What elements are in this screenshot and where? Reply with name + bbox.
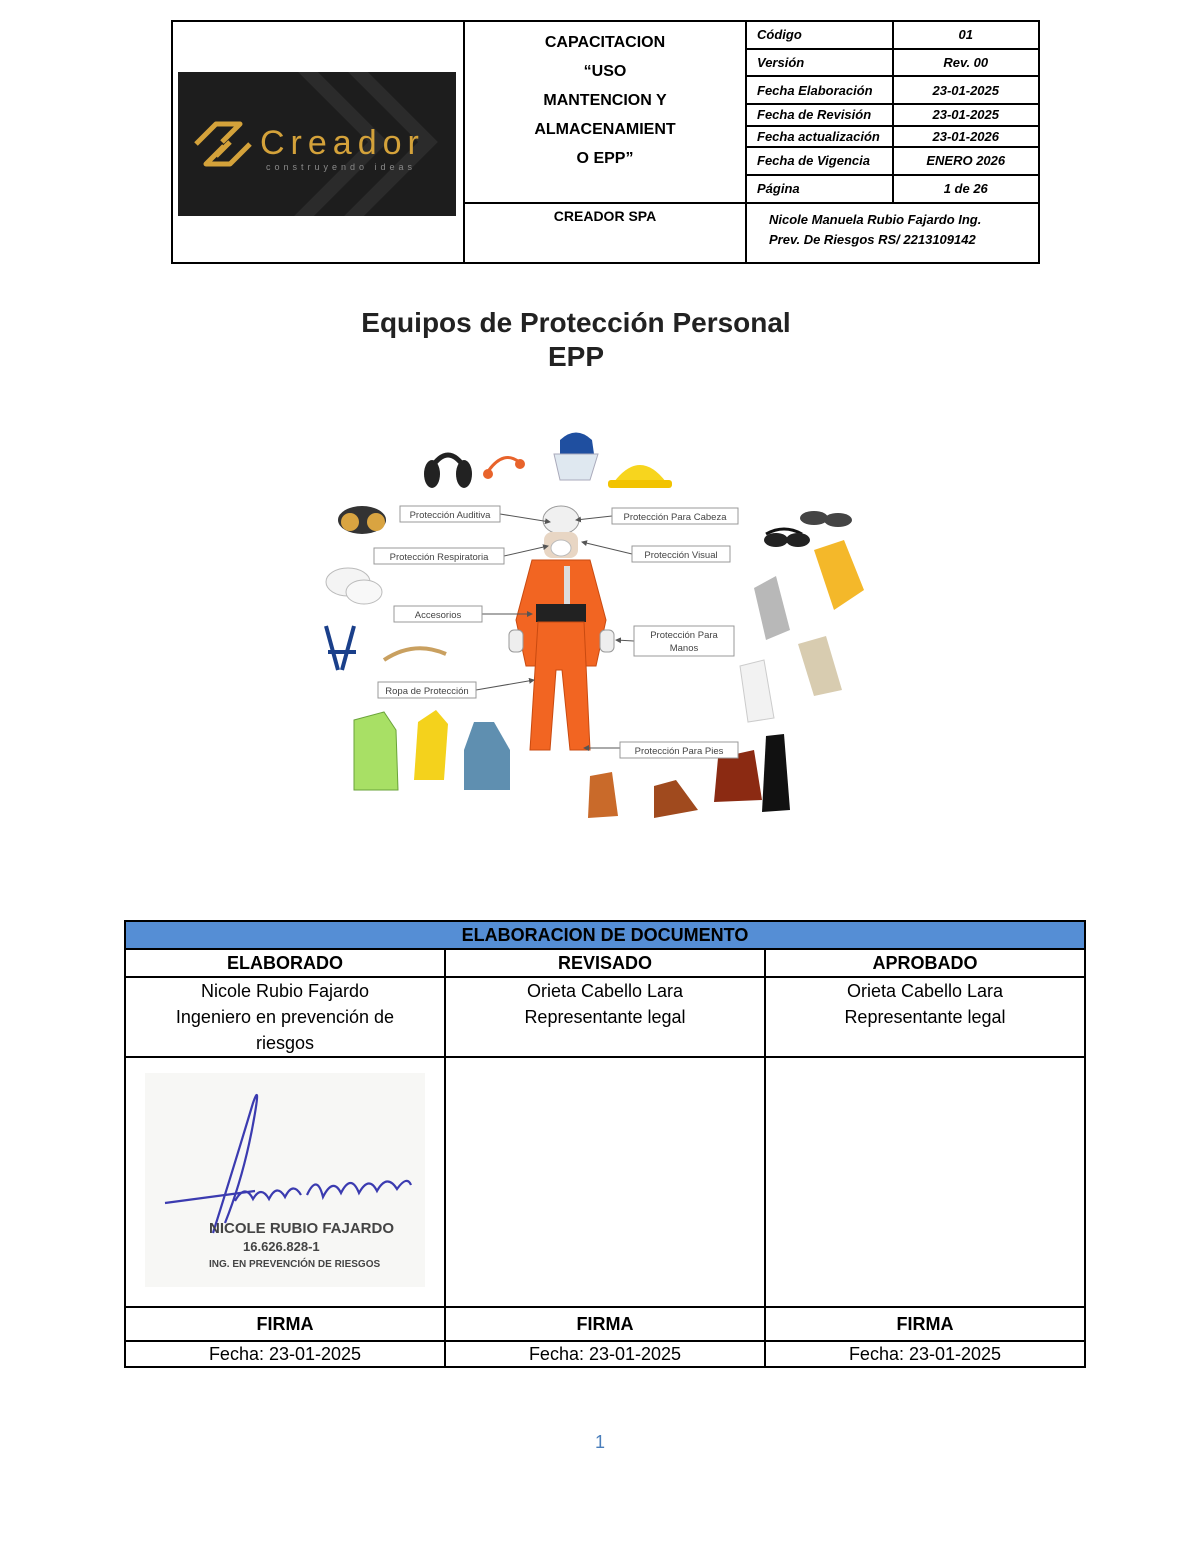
stamp-name: NICOLE RUBIO FAJARDO	[209, 1219, 395, 1237]
figure-title-line1: Equipos de Protección Personal	[361, 307, 791, 338]
title-line: CAPACITACION	[544, 34, 666, 51]
document-title-cell	[464, 21, 746, 203]
label-respiratoria: Protección Respiratoria	[389, 552, 489, 563]
safety-glasses-icon	[764, 511, 852, 547]
dust-mask-icon	[326, 568, 382, 604]
col-header-elaborado: ELABORADO	[125, 949, 445, 977]
company-logo	[178, 72, 456, 216]
logo-graphic	[178, 72, 456, 216]
label-manos-line1: Protección Para	[650, 630, 718, 641]
stamp-title: ING. EN PREVENCIÓN DE RIESGOS	[209, 1258, 381, 1270]
label-cabeza: Protección Para Cabeza	[623, 512, 727, 523]
responsible-registration: Prev. De Riesgos RS/ 2213109142	[769, 231, 976, 247]
date-elaborado: Fecha: 23-01-2025	[125, 1341, 445, 1367]
company-cell: CREADOR SPA	[464, 203, 746, 264]
ppe-illustration	[314, 370, 889, 830]
person-name: Orieta Cabello Lara	[846, 981, 1004, 1001]
rain-suit-icon	[414, 710, 448, 780]
signature-cell-aprobado	[765, 1057, 1085, 1307]
signature-cell-revisado	[445, 1057, 765, 1307]
signature-cell-elaborado	[125, 1057, 445, 1307]
col-header-aprobado: APROBADO	[765, 949, 1085, 977]
meta-key: Código	[747, 22, 893, 49]
person-role: Representante legal	[844, 1007, 1006, 1027]
face-shield-icon	[554, 433, 598, 481]
approval-table	[124, 920, 1086, 1368]
logo-tagline: construyendo ideas	[266, 162, 417, 172]
page-number: 1	[594, 1432, 605, 1452]
figure-title	[280, 306, 872, 374]
logo-brand: Creador	[260, 124, 425, 162]
signature-stamp	[145, 1073, 425, 1287]
title-line: O EPP”	[576, 150, 634, 167]
label-ropa: Ropa de Protección	[385, 686, 469, 697]
meta-key: Fecha de Revisión	[747, 104, 893, 125]
title-line: ALMACENAMIENT	[534, 121, 676, 138]
meta-key: Fecha Elaboración	[747, 76, 893, 104]
person-role: Ingeniero en prevención de riesgos	[175, 1007, 395, 1053]
meta-key: Fecha de Vigencia	[747, 147, 893, 175]
ear-muffs-icon	[424, 455, 472, 488]
date-revisado: Fecha: 23-01-2025	[445, 1341, 765, 1367]
logo-mark-icon	[196, 124, 250, 164]
person-revisado	[445, 977, 765, 1057]
person-elaborado	[125, 977, 445, 1057]
meta-value: 23-01-2025	[893, 76, 1039, 104]
gloves-icon	[740, 540, 864, 722]
date-aprobado: Fecha: 23-01-2025	[765, 1341, 1085, 1367]
meta-value: 23-01-2026	[893, 126, 1039, 147]
apron-icon	[464, 722, 510, 790]
person-role: Representante legal	[524, 1007, 686, 1027]
firma-label: FIRMA	[125, 1307, 445, 1341]
label-pies: Protección Para Pies	[634, 746, 724, 757]
meta-key: Fecha actualización	[747, 126, 893, 147]
label-auditiva: Protección Auditiva	[409, 510, 491, 521]
meta-cell	[746, 21, 1039, 203]
responsible-name: Nicole Manuela Rubio Fajardo Ing.	[769, 211, 982, 227]
figure-title-line2: EPP	[547, 341, 605, 372]
meta-key: Página	[747, 175, 893, 202]
title-line: MANTENCION Y	[543, 92, 667, 109]
meta-key: Versión	[747, 49, 893, 77]
label-manos-line2: Manos	[669, 643, 699, 654]
hard-hat-icon	[608, 465, 672, 488]
harness-icon	[326, 626, 356, 670]
meta-value: 1 de 26	[943, 181, 988, 197]
person-name: Orieta Cabello Lara	[526, 981, 684, 1001]
document-meta-table	[747, 22, 1038, 202]
stamp-rut: 16.626.828-1	[243, 1238, 320, 1254]
ear-plugs-icon	[483, 458, 525, 480]
worker-figure-icon	[509, 506, 614, 750]
approval-banner: ELABORACION DE DOCUMENTO	[125, 921, 1085, 949]
person-name: Nicole Rubio Fajardo	[200, 981, 370, 1001]
respirator-icon	[338, 506, 386, 534]
label-accesorios: Accesorios	[414, 610, 462, 621]
responsible-cell	[746, 203, 1039, 264]
firma-label: FIRMA	[765, 1307, 1085, 1341]
label-visual: Protección Visual	[644, 550, 718, 561]
meta-value: 01	[893, 22, 1039, 49]
meta-value: 23-01-2025	[893, 104, 1039, 125]
meta-value: ENERO 2026	[893, 147, 1039, 175]
person-aprobado	[765, 977, 1085, 1057]
safety-vest-icon	[354, 712, 398, 790]
firma-label: FIRMA	[445, 1307, 765, 1341]
title-line: “USO	[583, 63, 627, 80]
meta-value: Rev. 00	[893, 49, 1039, 77]
col-header-revisado: REVISADO	[445, 949, 765, 977]
lanyard-icon	[384, 648, 446, 660]
